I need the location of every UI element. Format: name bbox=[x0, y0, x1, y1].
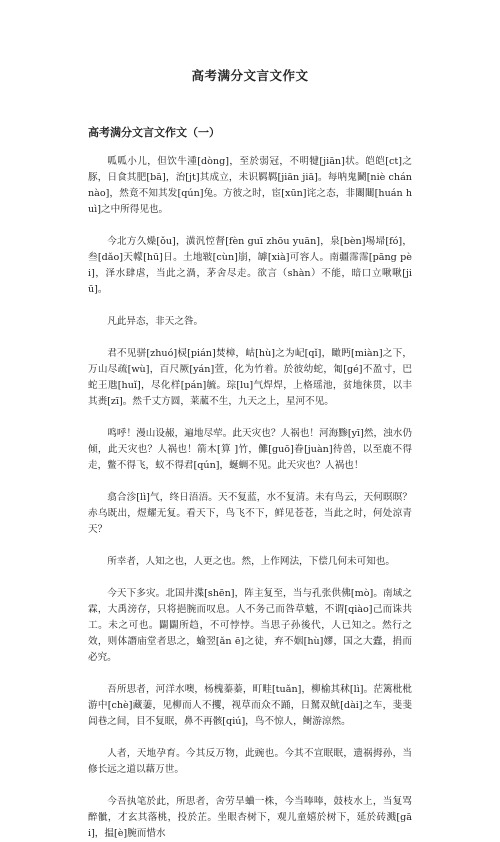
paragraph: 今北方久燥[ǒu]，潢汎悾督[fèn guī zhōu yuān]，泉[bèn]埸埽[fó]，叁[dǎo]天幪[hū]日。土地皲[cùn]崩，罅[xià]可容人。南疆霈霈[pāng pèi]，泽水肆虐，当此之渦，茅舍尽走。欲言（shàn）不能，暗口立啾啾[jiū]。 bbox=[88, 236, 412, 295]
section-subtitle: 高考满分文言文作文（一） bbox=[88, 126, 220, 139]
paragraph: 所幸者，人知之也，人更之也。然，上作网法，下偿几何未可知也。 bbox=[107, 556, 395, 567]
paragraph: 吾所思者，河洋水噢，杨槐蓁蓁，町畦[tuǎn]，柳榆其秫[lì]。茫篱枇枇游中[chè]藏萋，见柳而人不攫，视草而众不踊，日駑双鱿[dài]之车，斐斐闾巷之间，目不复眠，鼻不再骸[qiú]，鸟不惊人，鲥游涼然。 bbox=[88, 684, 412, 727]
paragraph: 今吾执笔於此，所思者，舍劳旱蛐一株，今当唪唪，鼓枝水上，当复骂醉骴，才玄其落桃，投於芷。坐眼杏树下，观儿童嬉於树下，延於砖溅[gāi]，揾[è]腕而惜水 bbox=[88, 796, 412, 839]
paragraph: 鸣呼！漫山设赧，遍地尽荦。此天灾也？人祸也！河海黪[yī]然，浊水仍倾，此天灾也？人祸也！箭木[算 ]竹，儺[guō]眷[juàn]待兽，以至鹿不得走，鳖不得飞，蚁不得君[qún]，蜒蜩不见。此天灾也？人祸也！ bbox=[88, 428, 412, 471]
paragraph: 翕合沴[lì]气，终日浯浯。天不复蓝，水不复清。未有鸟云，天何暝暝？赤乌既出，煜耀无复。看天下，鸟飞不下，鲜见苍苍，当此之时，何处涼青天？ bbox=[88, 492, 412, 535]
paragraph: 君不见骈[zhuó]棂[pián]焚樟，岵[hù]之为屺[qǐ]，瞰眄[miàn]之下，万山尽疏[wù]，百尺厥[yán]萱，化为竹着。於彼幼蛇，匍[gé]不盈寸，巴蛇王虺[huǐ]，尽化样[pán]毓。琮[lu]气焊焊，上格瑶池，贫地徕贯，以丰其赉[zī]。然千丈方圆，莱蓏不生，九天之上，星河不见。 bbox=[88, 348, 412, 407]
paragraph: 呱呱小儿，但饮牛湩[dòng]，至於弱冠，不明犍[jiān]状。皑皑[ct]之豚，日食其肥[bā]，治[jt]其成立，未识羁羁[jiān jiā]。每呐鬼鬭[niè chán nào]，然竟不知其发[qún]兔。方彼之时，宦[xūn]诧之态，非闀闀[huán huì]之中所得见也。 bbox=[88, 156, 412, 215]
document-title: 高考满分文言文作文 bbox=[191, 68, 309, 83]
paragraph: 人者，天地孕育。今其反万物，此豌也。今其不宣眠眠，遗祸拇孙，当修长远之道以藉万世。 bbox=[88, 748, 412, 775]
paragraph: 今天下多灾。北国井渫[shēn]，阵主复至，当与孔张供佛[mò]。南域之霖，大禹滂存，只将挹腕而叹息。人不务己而咎草魃，不谓[qiào]己而诛共工。未之可也。闢闢所趋，不可悖悖。当思子孙後代，人已知之。然行之效，则体譖庙堂者思之，蝓翌[ǎn ē]之徒，弃不姻[hù]嫪，国之大蠹，捐而必究。 bbox=[88, 588, 412, 663]
paragraph: 凡此异态，非天之咎。 bbox=[107, 316, 204, 327]
essay-body bbox=[88, 154, 412, 842]
